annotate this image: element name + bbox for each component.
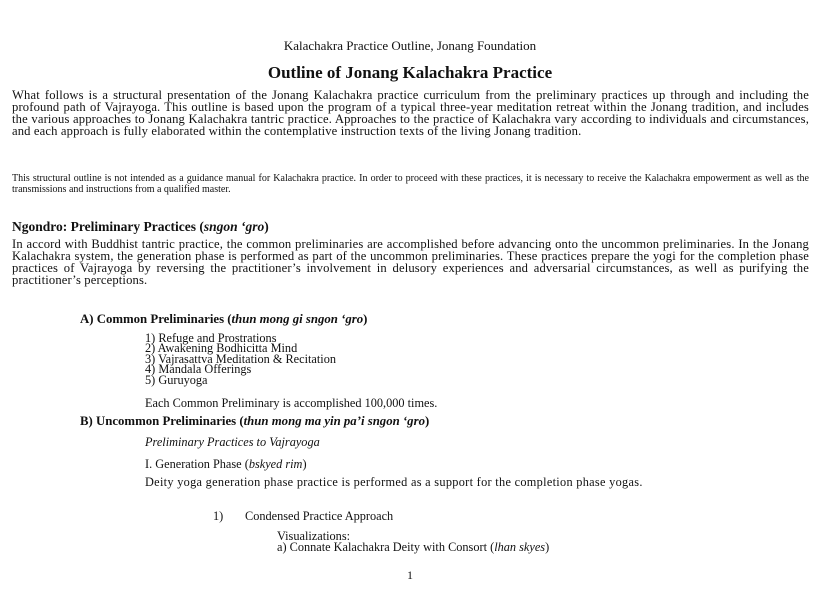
list-item: 1) Refuge and Prostrations [145, 331, 277, 345]
visualization-item: a) Connate Kalachakra Deity with Consort (lhan skyes) [277, 540, 550, 554]
list-item: 5) Guruyoga [145, 372, 208, 387]
list-item: 4) Mandala Offerings [145, 362, 252, 377]
section-heading-tibetan: sngon ‘gro [203, 219, 265, 234]
common-summary: Each Common Preliminary is accomplished 100,000 times. [145, 396, 438, 410]
common-heading-text: A) Common Preliminaries [80, 312, 225, 326]
running-header: Kalachakra Practice Outline, Jonang Foundation [283, 38, 537, 53]
section-heading-ngondro: Ngondro: Preliminary Practices (sngon ‘gro) [12, 219, 269, 234]
section-heading-text: Ngondro: Preliminary Practices [12, 219, 196, 234]
generation-phase-heading: I. Generation Phase (bskyed rim) [145, 457, 307, 471]
condensed-label: Condensed Practice Approach [245, 509, 394, 523]
generation-phase-text: I. Generation Phase [145, 457, 242, 471]
page-title: Outline of Jonang Kalachakra Practice [267, 63, 553, 82]
deity-yoga-paragraph: Deity yoga generation phase practice is performed as a support for the completion phase yogas. [145, 475, 643, 489]
uncommon-heading-text: B) Uncommon Preliminaries [80, 414, 237, 428]
disclaimer-note: This structural outline is not intended as a guidance manual for Kalachakra practice. In order to proceed with these practices, it is necessary to receive the Kalachakra empowerment as well as the transmissions and instructions from a qualified master. [12, 173, 809, 195]
list-item: 3) Vajrasattva Meditation & Recitation [145, 351, 337, 366]
common-preliminaries-list [145, 333, 336, 385]
common-heading-tibetan: thun mong gi sngon ‘gro [231, 312, 364, 326]
generation-phase-tibetan: bskyed rim [248, 457, 303, 471]
common-preliminaries-heading: A) Common Preliminaries (thun mong gi sngon ‘gro) [80, 312, 368, 326]
condensed-number: 1) [213, 509, 224, 523]
condensed-practice-item [213, 509, 393, 524]
visualization-item-tibetan: lhan skyes [494, 540, 546, 554]
visualization-item-text: a) Connate Kalachakra Deity with Consort [277, 540, 488, 554]
list-item: 2) Awakening Bodhicitta Mind [145, 341, 298, 356]
intro-paragraph: What follows is a structural presentation of the Jonang Kalachakra practice curriculum from the preliminary practices up through and including the profound path of Vajrayoga. This outline is based upon the program of a typical three-year meditation retreat within the Jonang tradition, and includes the various approaches to Jonang Kalachakra tantric practice. Approaches to the practice of Kalachakra vary according to individuals and circumstances, and each approach is fully elaborated within the contemplative instruction texts of the living Jonang tradition. [12, 88, 809, 138]
visualizations-label: Visualizations: [277, 529, 351, 543]
page-number: 1 [407, 568, 413, 582]
uncommon-heading-tibetan: thun mong ma yin pa’i sngon ‘gro [243, 414, 425, 428]
section-body-paragraph: In accord with Buddhist tantric practice, the common preliminaries are accomplished before advancing onto the uncommon preliminaries. In the Jonang Kalachakra system, the generation phase is performed as part of the uncommon preliminaries. These practices prepare the yogi for the completion phase practices of Vajrayoga by reversing the practitioner’s involvement in delusory experiences and adversarial circumstances, as well as purifying the practitioner’s perceptions. [12, 237, 809, 287]
uncommon-subtitle: Preliminary Practices to Vajrayoga [145, 435, 320, 449]
uncommon-preliminaries-heading: B) Uncommon Preliminaries (thun mong ma yin pa’i sngon ‘gro) [80, 414, 430, 428]
visualizations-block [277, 531, 549, 553]
